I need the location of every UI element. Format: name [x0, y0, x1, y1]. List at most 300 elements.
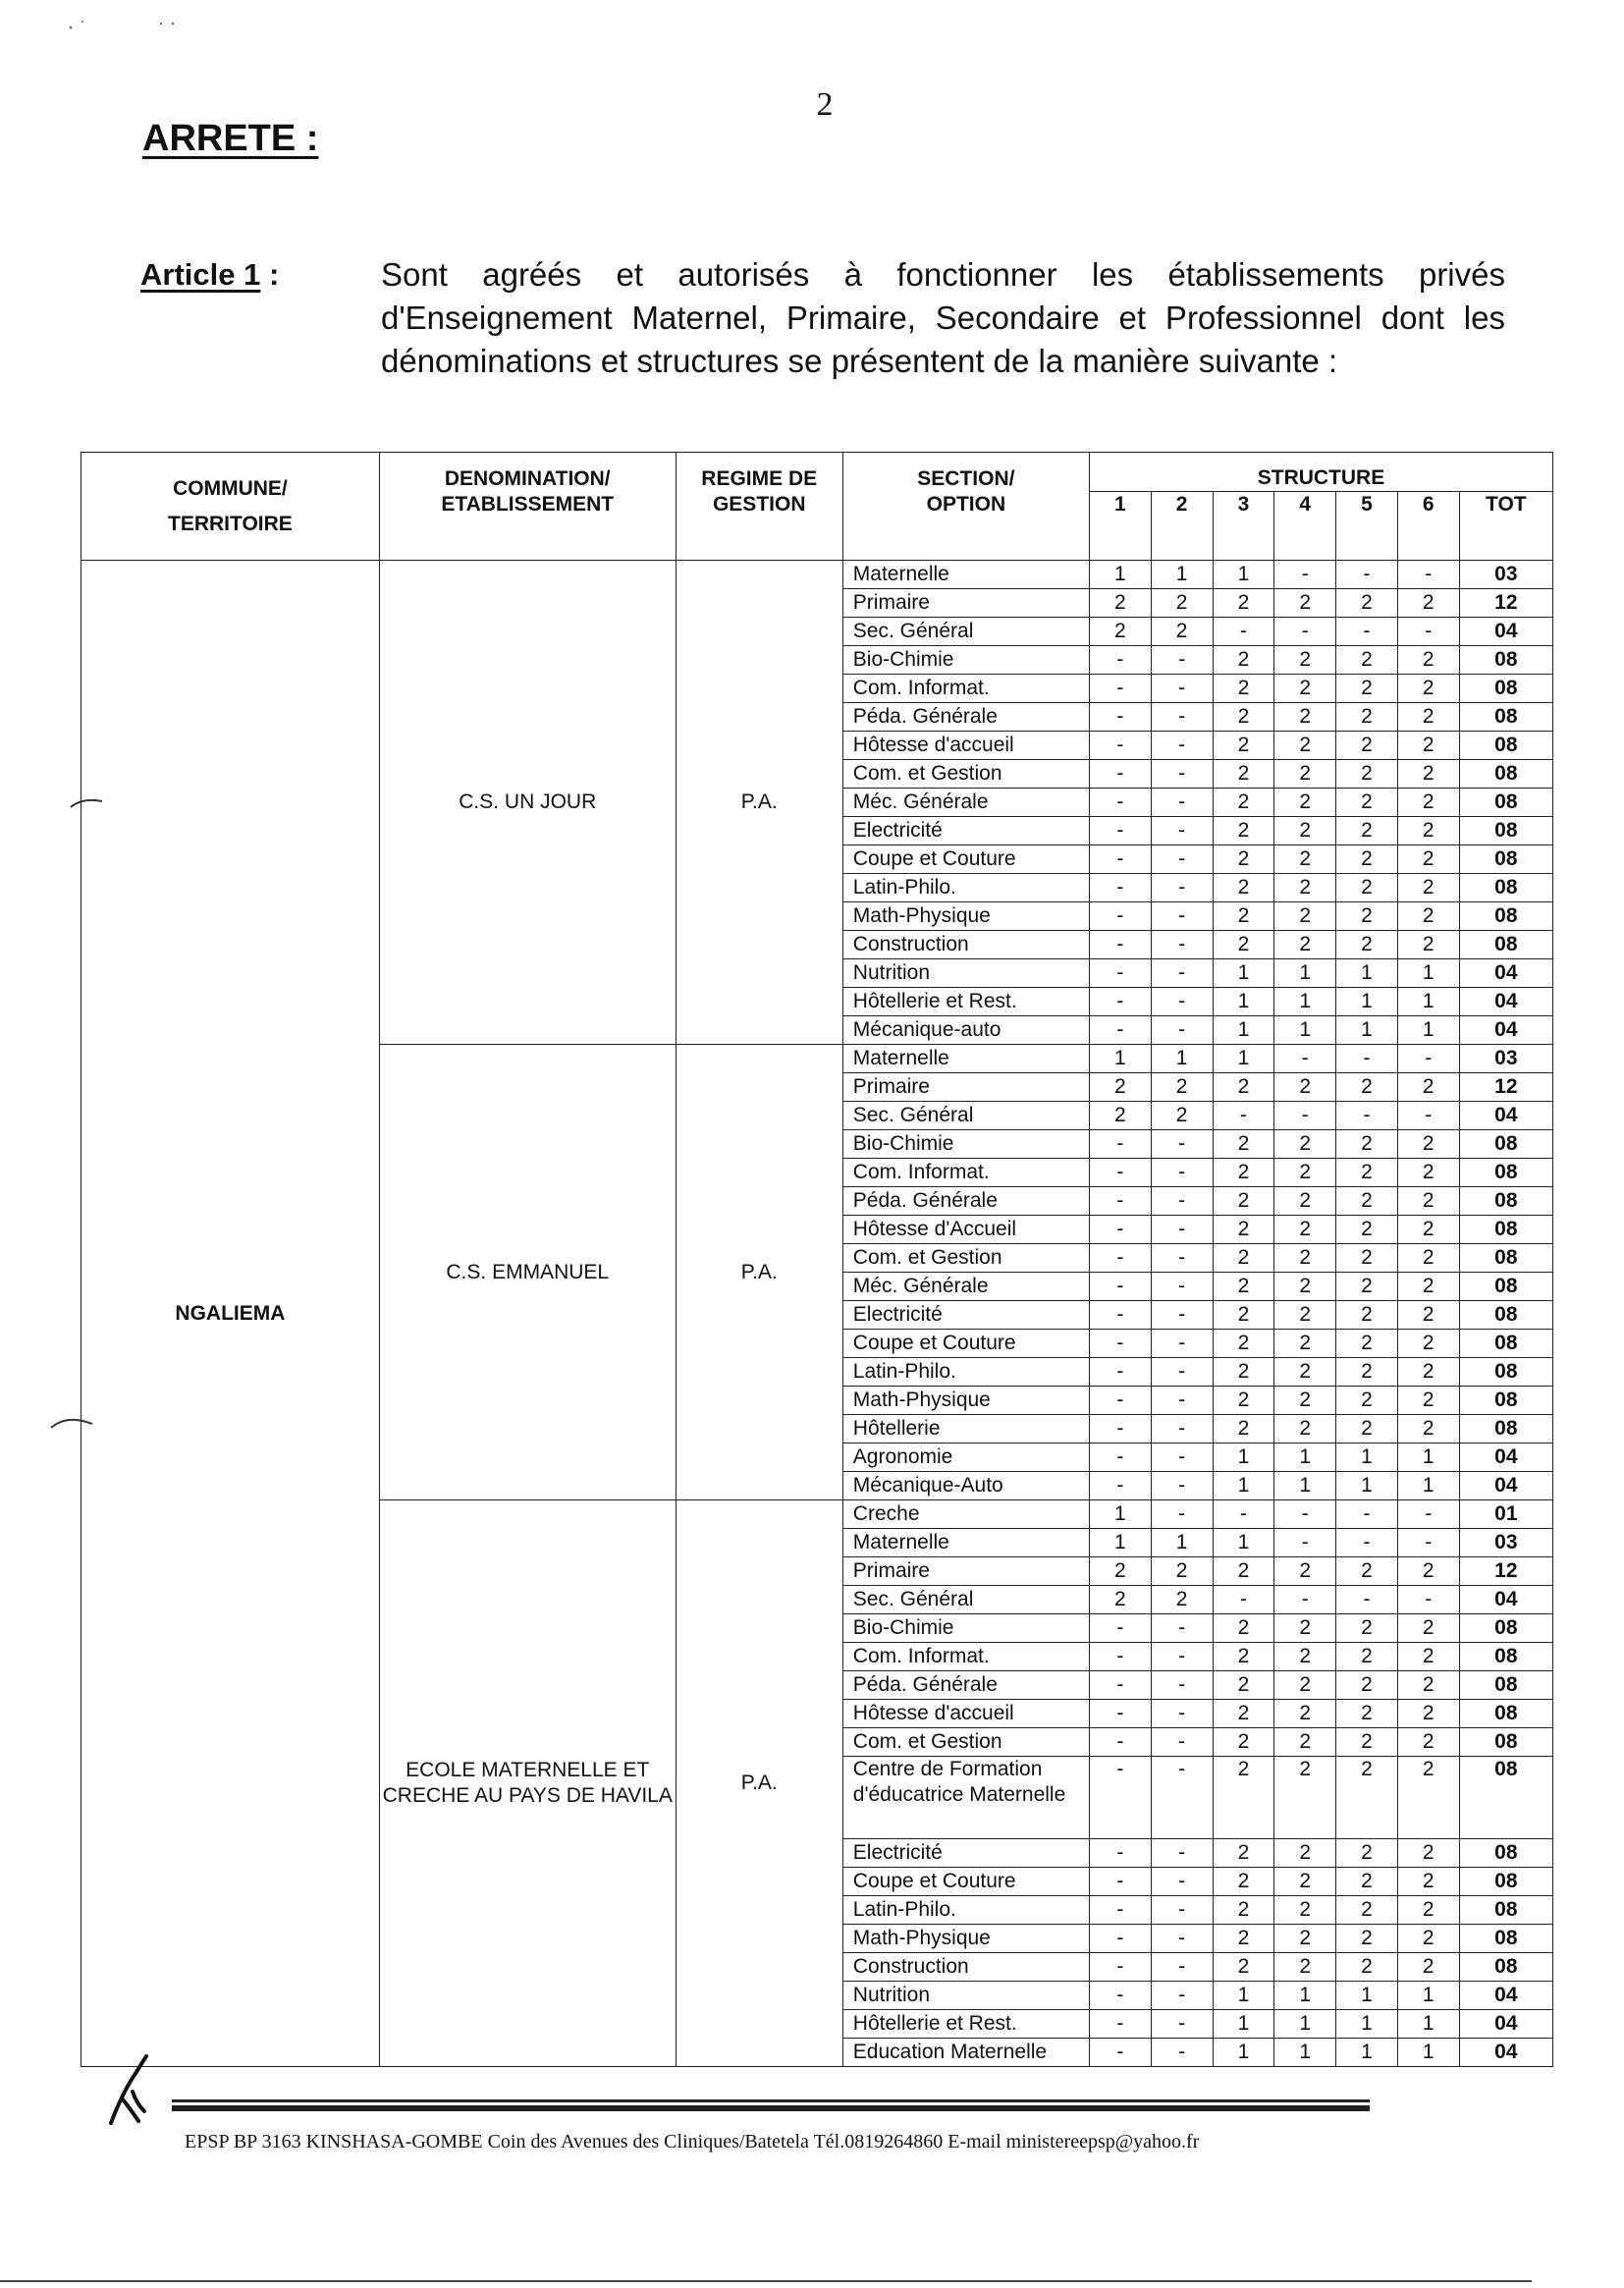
total-cell: 08	[1459, 931, 1552, 959]
total-cell: 08	[1459, 1387, 1552, 1415]
total-cell: 08	[1459, 760, 1552, 789]
total-cell: 08	[1459, 1953, 1552, 1982]
regime-cell: P.A.	[676, 1500, 842, 2067]
option-cell: Latin-Philo.	[842, 1358, 1089, 1387]
structure-cell-2: -	[1151, 1387, 1213, 1415]
option-cell: Math-Physique	[842, 1387, 1089, 1415]
structure-cell-5: -	[1336, 561, 1398, 589]
header-regime	[676, 453, 842, 561]
total-cell: 08	[1459, 1273, 1552, 1301]
structure-cell-2: -	[1151, 732, 1213, 760]
structure-cell-1: -	[1089, 1301, 1151, 1330]
structure-cell-4: 2	[1274, 1868, 1336, 1896]
structure-cell-2: -	[1151, 646, 1213, 675]
structure-cell-5: -	[1336, 1586, 1398, 1614]
option-cell: Math-Physique	[842, 1925, 1089, 1953]
structure-cell-5: 2	[1336, 1330, 1398, 1358]
structure-cell-2: -	[1151, 931, 1213, 959]
structure-cell-5: 2	[1336, 1387, 1398, 1415]
structure-cell-4: -	[1274, 618, 1336, 646]
structure-cell-4: 2	[1274, 931, 1336, 959]
structure-cell-6: -	[1397, 1529, 1459, 1557]
structure-cell-5: 1	[1336, 1472, 1398, 1500]
structure-cell-5: 1	[1336, 2039, 1398, 2067]
header-regime-line1: REGIME DE	[701, 467, 818, 490]
structure-cell-4: -	[1274, 1500, 1336, 1529]
structure-cell-2: -	[1151, 1500, 1213, 1529]
structure-cell-1: -	[1089, 845, 1151, 874]
structure-cell-5: 2	[1336, 1896, 1398, 1925]
structure-cell-1: -	[1089, 1387, 1151, 1415]
header-col-3: 3	[1213, 492, 1274, 561]
structure-cell-1: -	[1089, 1839, 1151, 1868]
option-cell: Méc. Générale	[842, 1273, 1089, 1301]
structure-cell-2: -	[1151, 1415, 1213, 1444]
structure-cell-1: -	[1089, 1953, 1151, 1982]
structure-cell-3: 2	[1213, 1415, 1274, 1444]
option-cell: Maternelle	[842, 561, 1089, 589]
structure-cell-3: 2	[1213, 1953, 1274, 1982]
structure-cell-4: 2	[1274, 1301, 1336, 1330]
structure-cell-3: 1	[1213, 2010, 1274, 2039]
structure-cell-5: 1	[1336, 2010, 1398, 2039]
structure-cell-3: 2	[1213, 1073, 1274, 1102]
structure-cell-2: -	[1151, 845, 1213, 874]
option-cell: Com. et Gestion	[842, 1728, 1089, 1757]
structure-cell-3: -	[1213, 1586, 1274, 1614]
total-cell: 04	[1459, 1444, 1552, 1472]
structure-cell-6: 2	[1397, 1387, 1459, 1415]
structure-cell-3: 2	[1213, 1273, 1274, 1301]
header-col-4: 4	[1274, 492, 1336, 561]
structure-cell-1: -	[1089, 1415, 1151, 1444]
structure-cell-2: -	[1151, 2010, 1213, 2039]
structure-cell-6: 1	[1397, 1444, 1459, 1472]
structure-cell-6: 2	[1397, 646, 1459, 675]
total-cell: 08	[1459, 1130, 1552, 1159]
structure-cell-1: -	[1089, 1757, 1151, 1839]
option-cell: Agronomie	[842, 1444, 1089, 1472]
header-commune-line2: TERRITOIRE	[168, 512, 293, 535]
total-cell: 08	[1459, 675, 1552, 703]
structure-cell-6: 2	[1397, 703, 1459, 732]
structure-cell-6: -	[1397, 1586, 1459, 1614]
structure-cell-3: 2	[1213, 1925, 1274, 1953]
footer-address: EPSP BP 3163 KINSHASA-GOMBE Coin des Avenues des Cliniques/Batetela Tél.0819264860 E-mail ministereepsp@yahoo.fr	[185, 2131, 1200, 2152]
total-cell: 03	[1459, 1529, 1552, 1557]
structure-cell-3: 1	[1213, 2039, 1274, 2067]
structure-cell-5: -	[1336, 1500, 1398, 1529]
structure-cell-6: 2	[1397, 732, 1459, 760]
structure-cell-2: -	[1151, 988, 1213, 1016]
structure-cell-4: 1	[1274, 988, 1336, 1016]
structure-cell-1: 2	[1089, 1102, 1151, 1130]
option-cell: Hôtesse d'Accueil	[842, 1216, 1089, 1244]
structure-cell-4: 2	[1274, 874, 1336, 902]
structure-cell-5: 2	[1336, 703, 1398, 732]
structure-cell-5: 2	[1336, 931, 1398, 959]
structure-cell-1: -	[1089, 675, 1151, 703]
structure-cell-4: -	[1274, 1045, 1336, 1073]
structure-cell-1: 2	[1089, 1073, 1151, 1102]
structure-cell-6: 2	[1397, 1925, 1459, 1953]
structure-cell-5: 2	[1336, 732, 1398, 760]
structure-cell-4: 1	[1274, 1016, 1336, 1045]
option-cell: Latin-Philo.	[842, 874, 1089, 902]
structure-cell-1: -	[1089, 1187, 1151, 1216]
structure-cell-2: 1	[1151, 1529, 1213, 1557]
structure-cell-2: -	[1151, 1159, 1213, 1187]
total-cell: 04	[1459, 1586, 1552, 1614]
structure-cell-5: 2	[1336, 1700, 1398, 1728]
structure-cell-4: 2	[1274, 1643, 1336, 1671]
structure-cell-6: -	[1397, 1045, 1459, 1073]
structure-cell-4: 2	[1274, 1244, 1336, 1273]
option-cell: Hôtellerie	[842, 1415, 1089, 1444]
structure-cell-6: 2	[1397, 1244, 1459, 1273]
structure-cell-2: 2	[1151, 1557, 1213, 1586]
structure-cell-6: 2	[1397, 845, 1459, 874]
total-cell: 08	[1459, 703, 1552, 732]
structure-cell-1: -	[1089, 1982, 1151, 2010]
structure-cell-1: -	[1089, 902, 1151, 931]
structure-cell-4: 2	[1274, 1330, 1336, 1358]
structure-cell-1: -	[1089, 732, 1151, 760]
structure-cell-5: 2	[1336, 1358, 1398, 1387]
structure-cell-4: 1	[1274, 1444, 1336, 1472]
structure-cell-3: 2	[1213, 1868, 1274, 1896]
structure-cell-2: -	[1151, 1671, 1213, 1700]
structure-cell-3: 2	[1213, 1187, 1274, 1216]
arrete-heading: ARRETE :	[142, 118, 319, 159]
structure-cell-3: 2	[1213, 1330, 1274, 1358]
total-cell: 03	[1459, 561, 1552, 589]
structure-cell-6: 2	[1397, 675, 1459, 703]
option-cell: Construction	[842, 1953, 1089, 1982]
structure-cell-6: 1	[1397, 2039, 1459, 2067]
structure-cell-3: 2	[1213, 1358, 1274, 1387]
article-label	[140, 257, 279, 293]
option-cell: Latin-Philo.	[842, 1896, 1089, 1925]
structure-cell-3: 2	[1213, 931, 1274, 959]
structure-cell-1: -	[1089, 1728, 1151, 1757]
structure-cell-3: 2	[1213, 1614, 1274, 1643]
option-cell: Mécanique-Auto	[842, 1472, 1089, 1500]
structure-cell-4: -	[1274, 1102, 1336, 1130]
structure-cell-2: -	[1151, 2039, 1213, 2067]
structure-cell-3: 1	[1213, 1045, 1274, 1073]
establishment-name: C.S. EMMANUEL	[379, 1045, 676, 1500]
signature-mark	[103, 2052, 172, 2136]
structure-cell-4: 2	[1274, 1896, 1336, 1925]
structure-cell-3: -	[1213, 1500, 1274, 1529]
total-cell: 04	[1459, 1982, 1552, 2010]
structure-cell-6: 2	[1397, 1700, 1459, 1728]
structure-cell-2: -	[1151, 1330, 1213, 1358]
structure-cell-1: 1	[1089, 1500, 1151, 1529]
structure-cell-3: 1	[1213, 1016, 1274, 1045]
option-cell: Sec. Général	[842, 1586, 1089, 1614]
bottom-rule	[0, 2280, 1532, 2282]
structure-cell-3: 2	[1213, 1557, 1274, 1586]
structure-cell-6: 2	[1397, 817, 1459, 845]
structure-cell-5: 2	[1336, 1925, 1398, 1953]
structure-cell-4: 2	[1274, 1557, 1336, 1586]
article-text: Sont agréés et autorisés à fonctionner les établissements privés d'Enseignement Maternel, Primaire, Secondaire et Professionnel dont les dénominations et structures se présentent de la manière suivante :	[381, 256, 1505, 379]
option-cell: Math-Physique	[842, 902, 1089, 931]
article-colon: :	[268, 257, 280, 292]
structure-cell-1: -	[1089, 1643, 1151, 1671]
total-cell: 08	[1459, 874, 1552, 902]
structure-cell-2: -	[1151, 959, 1213, 988]
structure-cell-4: 2	[1274, 732, 1336, 760]
structure-cell-5: -	[1336, 1045, 1398, 1073]
option-cell: Bio-Chimie	[842, 646, 1089, 675]
structure-cell-6: 2	[1397, 1953, 1459, 1982]
structure-cell-3: 1	[1213, 1982, 1274, 2010]
structure-cell-1: -	[1089, 1700, 1151, 1728]
structure-cell-2: -	[1151, 1016, 1213, 1045]
total-cell: 03	[1459, 1045, 1552, 1073]
total-cell: 12	[1459, 1073, 1552, 1102]
total-cell: 04	[1459, 1472, 1552, 1500]
total-cell: 08	[1459, 902, 1552, 931]
structure-cell-2: 1	[1151, 1045, 1213, 1073]
structure-cell-6: 2	[1397, 1643, 1459, 1671]
total-cell: 08	[1459, 1614, 1552, 1643]
structure-cell-6: 2	[1397, 902, 1459, 931]
structure-cell-2: -	[1151, 1925, 1213, 1953]
structure-cell-1: -	[1089, 1273, 1151, 1301]
total-cell: 04	[1459, 988, 1552, 1016]
structure-cell-6: 2	[1397, 931, 1459, 959]
structure-cell-4: 2	[1274, 902, 1336, 931]
structure-cell-6: 2	[1397, 1614, 1459, 1643]
total-cell: 08	[1459, 1244, 1552, 1273]
structure-cell-3: 2	[1213, 1130, 1274, 1159]
structure-cell-2: 2	[1151, 1102, 1213, 1130]
structure-cell-6: -	[1397, 561, 1459, 589]
structure-cell-5: 2	[1336, 1671, 1398, 1700]
total-cell: 08	[1459, 1728, 1552, 1757]
structure-cell-5: 2	[1336, 760, 1398, 789]
structure-cell-5: 2	[1336, 1415, 1398, 1444]
structure-cell-1: -	[1089, 988, 1151, 1016]
establishment-name: ECOLE MATERNELLE ET CRECHE AU PAYS DE HAVILA	[379, 1500, 676, 2067]
structure-cell-5: -	[1336, 618, 1398, 646]
structure-cell-2: -	[1151, 1273, 1213, 1301]
structure-cell-4: 2	[1274, 1073, 1336, 1102]
structure-cell-6: 2	[1397, 1187, 1459, 1216]
option-cell: Education Maternelle	[842, 2039, 1089, 2067]
structure-cell-5: 2	[1336, 845, 1398, 874]
option-cell: Nutrition	[842, 1982, 1089, 2010]
structure-cell-1: -	[1089, 1159, 1151, 1187]
option-cell: Construction	[842, 931, 1089, 959]
structure-cell-4: 2	[1274, 646, 1336, 675]
structure-cell-1: -	[1089, 1614, 1151, 1643]
structure-cell-5: 2	[1336, 1073, 1398, 1102]
option-cell: Hôtellerie et Rest.	[842, 2010, 1089, 2039]
structure-cell-6: 1	[1397, 1472, 1459, 1500]
structure-cell-1: 1	[1089, 1529, 1151, 1557]
structure-cell-4: -	[1274, 1529, 1336, 1557]
structure-cell-2: -	[1151, 675, 1213, 703]
structure-cell-5: 2	[1336, 1728, 1398, 1757]
structure-cell-4: 2	[1274, 1757, 1336, 1839]
structure-cell-2: -	[1151, 1187, 1213, 1216]
structure-cell-4: 2	[1274, 845, 1336, 874]
structure-cell-4: 2	[1274, 1839, 1336, 1868]
option-cell: Coupe et Couture	[842, 845, 1089, 874]
table-row	[81, 561, 1553, 589]
structure-cell-4: 1	[1274, 959, 1336, 988]
total-cell: 08	[1459, 1839, 1552, 1868]
structure-cell-2: -	[1151, 1444, 1213, 1472]
structure-cell-3: 2	[1213, 1301, 1274, 1330]
structure-cell-3: 1	[1213, 1444, 1274, 1472]
structure-cell-4: 2	[1274, 675, 1336, 703]
structure-cell-4: 2	[1274, 1273, 1336, 1301]
option-cell: Coupe et Couture	[842, 1330, 1089, 1358]
structure-cell-6: 2	[1397, 1415, 1459, 1444]
structure-cell-3: 1	[1213, 561, 1274, 589]
total-cell: 01	[1459, 1500, 1552, 1529]
structure-cell-2: -	[1151, 874, 1213, 902]
option-cell: Coupe et Couture	[842, 1868, 1089, 1896]
option-cell: Creche	[842, 1500, 1089, 1529]
option-cell: Maternelle	[842, 1045, 1089, 1073]
structure-cell-5: 2	[1336, 1757, 1398, 1839]
establishment-name: C.S. UN JOUR	[379, 561, 676, 1045]
structure-cell-4: -	[1274, 1586, 1336, 1614]
structure-cell-6: 2	[1397, 1273, 1459, 1301]
structure-cell-1: -	[1089, 2010, 1151, 2039]
option-cell: Electricité	[842, 1301, 1089, 1330]
structure-cell-1: -	[1089, 1330, 1151, 1358]
structure-cell-2: 2	[1151, 618, 1213, 646]
structure-cell-5: 2	[1336, 1130, 1398, 1159]
structure-cell-5: 1	[1336, 1016, 1398, 1045]
structure-cell-5: -	[1336, 1529, 1398, 1557]
structure-cell-2: -	[1151, 1301, 1213, 1330]
structure-cell-1: -	[1089, 1444, 1151, 1472]
structure-cell-3: 2	[1213, 789, 1274, 817]
header-denomination-line1: DENOMINATION/	[444, 467, 611, 490]
structure-cell-3: 2	[1213, 646, 1274, 675]
total-cell: 12	[1459, 589, 1552, 618]
structure-cell-4: 2	[1274, 789, 1336, 817]
structure-cell-6: 2	[1397, 1757, 1459, 1839]
table-body	[81, 561, 1553, 2067]
total-cell: 12	[1459, 1557, 1552, 1586]
structure-cell-2: -	[1151, 1216, 1213, 1244]
option-cell: Com. Informat.	[842, 1159, 1089, 1187]
structure-cell-6: 2	[1397, 1301, 1459, 1330]
structure-cell-5: 1	[1336, 1982, 1398, 2010]
structure-cell-4: 2	[1274, 1387, 1336, 1415]
structure-cell-3: 2	[1213, 902, 1274, 931]
structure-cell-5: 1	[1336, 959, 1398, 988]
structure-cell-2: -	[1151, 1130, 1213, 1159]
establishments-table	[81, 452, 1553, 2067]
structure-cell-5: 2	[1336, 1273, 1398, 1301]
option-cell: Com. et Gestion	[842, 760, 1089, 789]
structure-cell-4: 2	[1274, 703, 1336, 732]
structure-cell-6: 2	[1397, 1358, 1459, 1387]
structure-cell-4: -	[1274, 561, 1336, 589]
structure-cell-6: 1	[1397, 959, 1459, 988]
structure-cell-3: 2	[1213, 1216, 1274, 1244]
structure-cell-5: 1	[1336, 988, 1398, 1016]
structure-cell-6: 2	[1397, 1557, 1459, 1586]
total-cell: 08	[1459, 1757, 1552, 1839]
structure-cell-2: -	[1151, 817, 1213, 845]
total-cell: 04	[1459, 1102, 1552, 1130]
structure-cell-6: 1	[1397, 1016, 1459, 1045]
structure-cell-6: 1	[1397, 1982, 1459, 2010]
structure-cell-6: 2	[1397, 1671, 1459, 1700]
header-col-tot: TOT	[1459, 492, 1552, 561]
structure-cell-1: -	[1089, 1130, 1151, 1159]
structure-cell-2: -	[1151, 789, 1213, 817]
structure-cell-2: -	[1151, 1953, 1213, 1982]
structure-cell-5: 2	[1336, 1614, 1398, 1643]
structure-cell-5: 2	[1336, 1244, 1398, 1273]
structure-cell-5: 2	[1336, 646, 1398, 675]
structure-cell-1: -	[1089, 2039, 1151, 2067]
header-section	[842, 453, 1089, 561]
total-cell: 04	[1459, 2039, 1552, 2067]
structure-cell-6: 2	[1397, 760, 1459, 789]
structure-cell-6: 2	[1397, 789, 1459, 817]
structure-cell-5: 2	[1336, 1301, 1398, 1330]
structure-cell-5: 2	[1336, 589, 1398, 618]
structure-cell-6: 2	[1397, 1330, 1459, 1358]
structure-cell-5: 2	[1336, 1839, 1398, 1868]
structure-cell-1: -	[1089, 931, 1151, 959]
structure-cell-3: 2	[1213, 675, 1274, 703]
structure-cell-1: -	[1089, 1016, 1151, 1045]
option-cell: Primaire	[842, 1557, 1089, 1586]
structure-cell-5: 2	[1336, 789, 1398, 817]
structure-cell-1: -	[1089, 789, 1151, 817]
structure-cell-4: 2	[1274, 1953, 1336, 1982]
structure-cell-3: 2	[1213, 1839, 1274, 1868]
structure-cell-2: -	[1151, 1982, 1213, 2010]
total-cell: 08	[1459, 789, 1552, 817]
structure-cell-4: 2	[1274, 1415, 1336, 1444]
header-section-line2: OPTION	[926, 493, 1006, 516]
structure-cell-2: -	[1151, 1472, 1213, 1500]
option-cell: Com. Informat.	[842, 675, 1089, 703]
structure-cell-1: -	[1089, 817, 1151, 845]
structure-cell-3: 1	[1213, 1472, 1274, 1500]
structure-cell-4: 2	[1274, 817, 1336, 845]
structure-cell-3: 2	[1213, 1728, 1274, 1757]
option-cell: Nutrition	[842, 959, 1089, 988]
structure-cell-6: 2	[1397, 1839, 1459, 1868]
structure-cell-2: 1	[1151, 561, 1213, 589]
structure-cell-2: -	[1151, 1244, 1213, 1273]
structure-cell-6: 2	[1397, 1868, 1459, 1896]
option-cell: Péda. Générale	[842, 1671, 1089, 1700]
header-denomination-line2: ETABLISSEMENT	[441, 493, 615, 516]
total-cell: 04	[1459, 1016, 1552, 1045]
option-cell: Hôtesse d'accueil	[842, 1700, 1089, 1728]
structure-cell-3: 2	[1213, 1896, 1274, 1925]
structure-cell-3: 2	[1213, 1671, 1274, 1700]
